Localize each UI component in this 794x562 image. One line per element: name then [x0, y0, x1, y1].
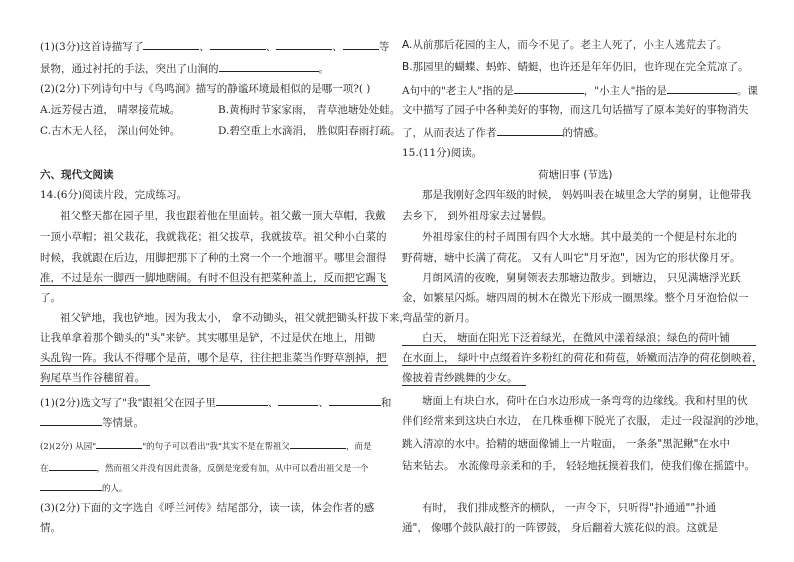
passage-line: 白天， 塘面在阳光下泛着绿光，在微风中漾着绿浪；绿色的荷叶铺: [422, 332, 730, 344]
passage-line: 金，如繁星闪烁。塘四周的树木在微光下形成一圈黑缘。整个月牙泡恰似一: [402, 292, 749, 304]
passage-line: 那是我刚好念四年级的时候， 妈妈叫表在城里念大学的舅舅，让他带我: [422, 189, 751, 201]
blank[interactable]: [49, 459, 97, 471]
section-heading: 六、现代文阅读: [40, 169, 114, 181]
passage-line: 在水面上， 绿叶中点缀着许多粉红的荷花和荷苞，娇嫩而洁净的荷花倒映着，: [402, 352, 763, 364]
blank[interactable]: [667, 82, 737, 94]
passage-line: 钻来钻去。 水流像母亲柔和的手， 轻轻地抚摸着我们，使我们像在摇篮中。: [402, 460, 756, 472]
passage-line: 头乱钩一阵。我认不得哪个是苗，哪个是草，往往把韭菜当作野草割掉，把: [40, 352, 387, 364]
option-d: D.碧空重上水滴涓， 胜似阳春雨打疏。: [218, 125, 401, 137]
question-14: 14.(6分)阅读片段，完成练习。: [40, 189, 188, 201]
blank[interactable]: [40, 479, 102, 491]
question-15: 15.(11分)阅读。: [402, 147, 483, 159]
blank[interactable]: [40, 414, 102, 426]
passage-line: 通"， 像哪个鼓队敲打的一阵锣鼓， 身后翻着大簇花似的浪。这就是: [402, 522, 719, 534]
passage-line: 塘面上有块白水，荷叶在白水边形成一条弯弯的边缘线。我和村里的伙: [422, 395, 748, 407]
blank[interactable]: [278, 394, 318, 406]
passage-line: 伴们经常来到这块白水边， 在几株垂柳下脱光了衣服， 走过一段湿润的沙地，: [402, 415, 766, 427]
blank[interactable]: [210, 38, 266, 50]
q1-line2: 景物，通过衬托的手法，突出了山涧的 。: [40, 60, 329, 76]
blank[interactable]: [290, 437, 346, 449]
passage-line: 跳入清凉的水中。拾精的塘面像铺上一片啦面， 一条条"黑泥鳅"在水中: [402, 438, 730, 450]
passage-line: 外祖母家住的村子周围有四个大水塘。其中最美的一个便是村东北的: [422, 231, 737, 243]
quote-line: B.那园里的蝴蝶、蚂蚱、蜻蜓，也许还是年年仍旧，也许现在完全荒凉了。: [402, 61, 749, 73]
sub-question-1-end: 等情景。: [40, 414, 144, 430]
passage-line: 准，不过是东一脚西一脚地瞎闹。有时不但没有把菜种盖上，反而把它踢飞: [40, 272, 387, 284]
blank[interactable]: [497, 124, 563, 136]
passage-line: 像披着青纱跳舞的少女。: [402, 372, 518, 384]
blank[interactable]: [96, 437, 142, 449]
passage-line: 弯晶莹的新月。: [402, 312, 476, 324]
option-a: A.远芳侵古道， 晴翠接荒城。: [40, 104, 181, 116]
sub-question-3-end: 情。: [40, 522, 61, 534]
passage-line: 一顶小草帽；祖父栽花，我就栽花；祖父拔草，我就拔草。祖父种小白菜的: [40, 231, 387, 243]
question-line: 了，从而表达了作者 的情感。: [402, 124, 605, 140]
passage-line: 狗尾草当作谷穗留着。: [40, 372, 145, 384]
quote-line: A.从前那后花园的主人，而今不见了。老主人死了，小主人逃荒去了。: [402, 39, 728, 51]
question-line: A句中的"老主人"指的是 ，"小主人"指的是 。课: [402, 82, 758, 98]
blank[interactable]: [343, 38, 379, 50]
q2-prompt: (2)(2分)下列诗句中与《鸟鸣涧》描写的静谧环境最相似的是哪一项?( ): [40, 83, 371, 95]
blank[interactable]: [514, 82, 584, 94]
blank[interactable]: [276, 38, 332, 50]
passage-line: 了。: [40, 292, 61, 304]
sub-question-2-line2: 在 ，然而祖父并没有因此责备，反倒是宠爱有加，从中可以看出祖父是一个: [40, 459, 369, 476]
passage-line: 月朗风清的夜晚，舅舅领表去那塘边散步。到塘边， 只见满塘浮光跃: [422, 272, 741, 284]
question-line: 文中描写了园子中各种美好的事物，而这几句话描写了原本美好的事物消失: [402, 104, 749, 116]
blank[interactable]: [219, 60, 319, 72]
underline: [40, 285, 388, 286]
passage-line: 时候，我就跟在后边，用脚把那下了种的土窝一个一个地溜平。哪里会溜得: [40, 252, 387, 264]
passage-line: 让我单拿着那个锄头的"头"来铲。其实哪里是铲，不过是伏在地上，用锄: [40, 332, 376, 344]
passage-line: 祖父整天都在园子里，我也跟着他在里面转。祖父戴一顶大草帽，我戴: [60, 210, 386, 222]
option-b: B.黄梅时节家家雨， 青草池塘处处蛙。: [218, 104, 401, 116]
sub-question-1: (1)(2分)选文写了"我"跟祖父在园子里 、 、 和: [40, 394, 391, 410]
blank[interactable]: [216, 394, 268, 406]
passage-line: 去乡下， 到外祖母家去过暑假。: [402, 210, 553, 222]
underline: [402, 385, 526, 386]
blank[interactable]: [143, 38, 199, 50]
option-c: C.古木无人径， 深山何处钟。: [40, 125, 181, 137]
passage-line: 野荷塘，塘中长满了荷花。 又有人叫它"月牙泡"，因为它的形状像月牙。: [402, 252, 741, 264]
sub-question-3: (3)(2分)下面的文字选自《呼兰河传》结尾部分，读一读，体会作者的感: [40, 502, 375, 514]
underline: [402, 345, 756, 346]
sub-question-2: (2)(2分) 从园" "的句子可以看出"我"其实不是在帮祖父 ，而是: [40, 437, 371, 454]
passage-line: 有时， 我们排成整齐的横队， 一声令下，只听得"扑通通""扑通: [422, 502, 717, 514]
underline: [40, 365, 388, 366]
sub-question-2-line3: 的人。: [40, 479, 128, 496]
q1-line1: (1)(3分)这首诗描写了 、 、 、 等: [40, 38, 389, 54]
passage-title: 荷塘旧事 (节选): [538, 169, 613, 181]
passage-line: 祖父铲地，我也铲地。因为我太小， 拿不动锄头，祖父就把锄头杆拔下来，: [60, 312, 410, 324]
blank[interactable]: [329, 394, 381, 406]
underline: [402, 365, 756, 366]
underline: [40, 385, 150, 386]
